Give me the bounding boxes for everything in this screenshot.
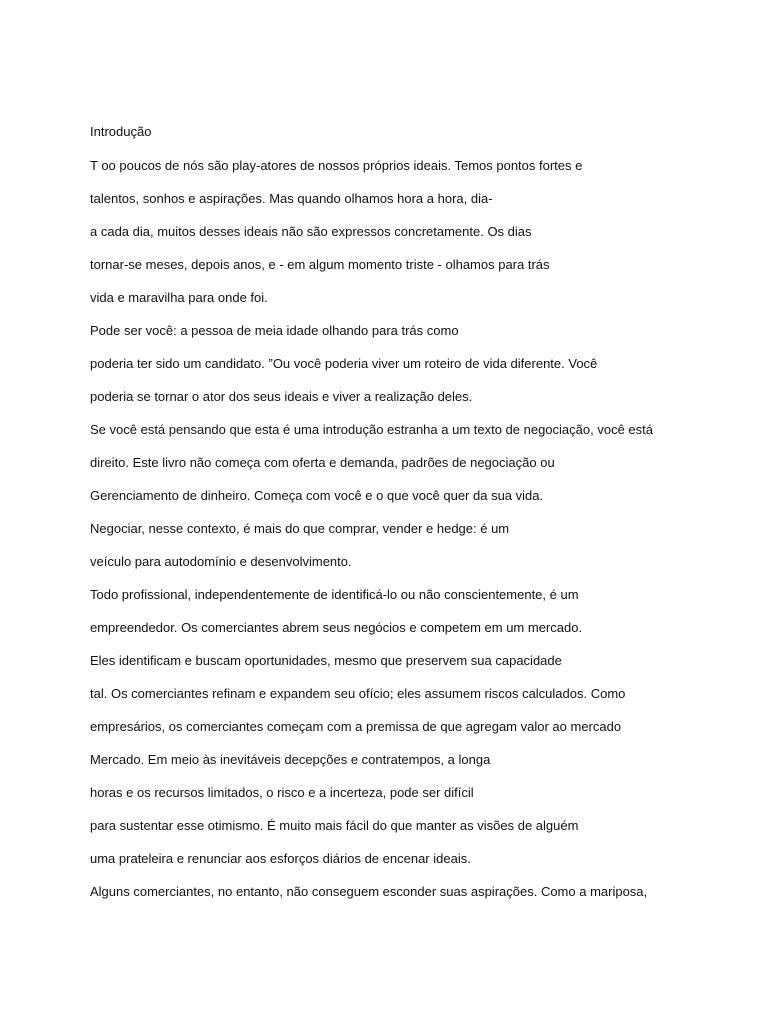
text-line: veículo para autodomínio e desenvolvimento. <box>90 554 352 569</box>
text-line: Eles identificam e buscam oportunidades, mesmo que preservem sua capacidade <box>90 653 562 668</box>
text-line: a cada dia, muitos desses ideais não são expressos concretamente. Os dias <box>90 224 532 239</box>
text-line: T oo poucos de nós são play-atores de nossos próprios ideais. Temos pontos fortes e <box>90 158 583 173</box>
text-line: Pode ser você: a pessoa de meia idade olhando para trás como <box>90 323 459 338</box>
text-line: tornar-se meses, depois anos, e - em algum momento triste - olhamos para trás <box>90 257 550 272</box>
text-line: uma prateleira e renunciar aos esforços diários de encenar ideais. <box>90 851 471 866</box>
text-line: poderia se tornar o ator dos seus ideais e viver a realização deles. <box>90 389 473 404</box>
text-line: empresários, os comerciantes começam com a premissa de que agregam valor ao mercado <box>90 719 622 734</box>
text-line: tal. Os comerciantes refinam e expandem seu ofício; eles assumem riscos calculados. Como <box>90 686 626 701</box>
text-line: horas e os recursos limitados, o risco e a incerteza, pode ser difícil <box>90 785 474 800</box>
text-line: Mercado. Em meio às inevitáveis decepções e contratempos, a longa <box>90 752 491 767</box>
text-line: talentos, sonhos e aspirações. Mas quando olhamos hora a hora, dia- <box>90 191 493 206</box>
text-line: Negociar, nesse contexto, é mais do que comprar, vender e hedge: é um <box>90 521 510 536</box>
section-heading: Introdução <box>90 124 152 139</box>
text-line: poderia ter sido um candidato. ”Ou você poderia viver um roteiro de vida diferente. Você <box>90 356 598 371</box>
text-line: Todo profissional, independentemente de identificá-lo ou não conscientemente, é um <box>90 587 579 602</box>
text-line: empreendedor. Os comerciantes abrem seus negócios e competem em um mercado. <box>90 620 583 635</box>
text-line: Gerenciamento de dinheiro. Começa com você e o que você quer da sua vida. <box>90 488 544 503</box>
text-line: Alguns comerciantes, no entanto, não conseguem esconder suas aspirações. Como a mariposa, <box>90 884 648 899</box>
text-line: Se você está pensando que esta é uma introdução estranha a um texto de negociação, você está <box>90 422 653 437</box>
text-line: vida e maravilha para onde foi. <box>90 290 268 305</box>
text-line: direito. Este livro não começa com oferta e demanda, padrões de negociação ou <box>90 455 555 470</box>
text-line: para sustentar esse otimismo. É muito mais fácil do que manter as visões de alguém <box>90 818 579 833</box>
